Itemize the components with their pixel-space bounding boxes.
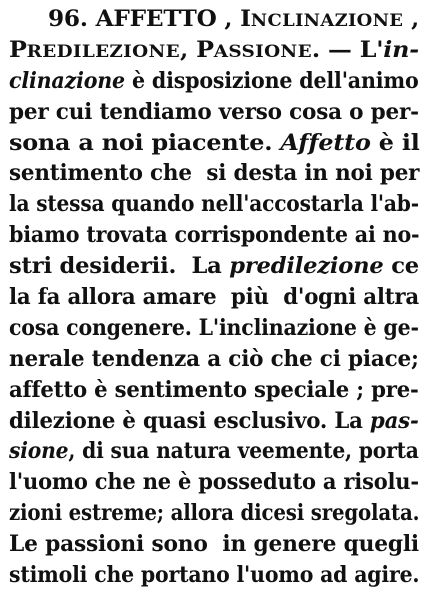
text-segment: Le passioni sono in genere quegli	[9, 531, 419, 558]
article-text-line	[9, 189, 419, 220]
text-segment: P	[9, 36, 27, 63]
article-text-line	[9, 97, 419, 128]
text-segment: è disposizione dell'animo	[124, 67, 419, 94]
text-segment: è il	[370, 129, 420, 156]
text-segment: la stessa quando nell'accostarla l'ab-	[9, 191, 419, 218]
article-text-line	[9, 375, 419, 406]
text-segment: stimoli che portano l'uomo ad agire.	[9, 562, 420, 589]
italic-term: pas-	[369, 407, 419, 434]
article-text-line	[9, 282, 419, 313]
text-segment: stri desiderii. La	[9, 253, 230, 280]
article-text-line	[9, 66, 419, 97]
article-text-line	[9, 498, 420, 529]
article-text-line	[9, 158, 420, 189]
italic-term: Affetto	[280, 129, 371, 156]
article-text-line	[9, 529, 419, 560]
text-segment: affetto è sentimento speciale ; pre-	[9, 376, 419, 403]
article-text-line	[9, 560, 420, 591]
italic-term: clinazione	[9, 67, 125, 94]
article-body	[9, 4, 419, 591]
italic-term: in-	[383, 36, 419, 63]
article-text-line	[9, 220, 420, 251]
text-segment: , di sua natura veemente, porta	[68, 438, 419, 465]
text-segment: dilezione è quasi esclusivo. La	[9, 407, 370, 434]
article-text-line	[9, 467, 419, 498]
article-heading-line	[9, 4, 430, 35]
text-segment: ,	[403, 6, 420, 32]
text-segment: sona a noi piacente.	[9, 129, 281, 156]
text-segment: biamo trovata corrispondente ai no-	[9, 222, 420, 249]
text-segment: sentimento che si desta in noi per	[9, 160, 420, 187]
article-text-line	[9, 436, 419, 467]
italic-term: sione	[9, 438, 69, 465]
text-segment: , P	[179, 36, 214, 63]
article-text-line	[9, 251, 430, 282]
text-segment: l'uomo che ne è posseduto a risolu-	[9, 469, 419, 496]
article-text-line	[9, 128, 430, 159]
text-segment: I	[240, 6, 251, 32]
text-segment: ce	[383, 253, 419, 280]
text-segment: ASSIONE	[213, 41, 312, 62]
text-segment: cosa congenere. L'inclinazione è ge-	[9, 314, 419, 341]
article-text-line	[9, 406, 419, 437]
text-segment: per cui tendiamo verso cosa o per-	[9, 98, 419, 125]
text-segment: NCLINAZIONE	[250, 11, 404, 31]
text-segment: 96. AFFETTO ,	[47, 6, 241, 32]
article-text-line	[9, 344, 419, 375]
italic-term: predilezione	[229, 253, 384, 280]
text-segment: nerale tendenza a ciò che ci piace;	[9, 345, 419, 372]
text-segment: REDILEZIONE	[26, 41, 180, 62]
text-segment: la fa allora amare più d'ogni altra	[9, 284, 419, 311]
text-segment: zioni estreme; allora dicesi sregolata.	[9, 500, 420, 527]
text-segment: . — L'	[311, 36, 384, 63]
article-text-line	[9, 35, 430, 66]
article-text-line	[9, 313, 419, 344]
